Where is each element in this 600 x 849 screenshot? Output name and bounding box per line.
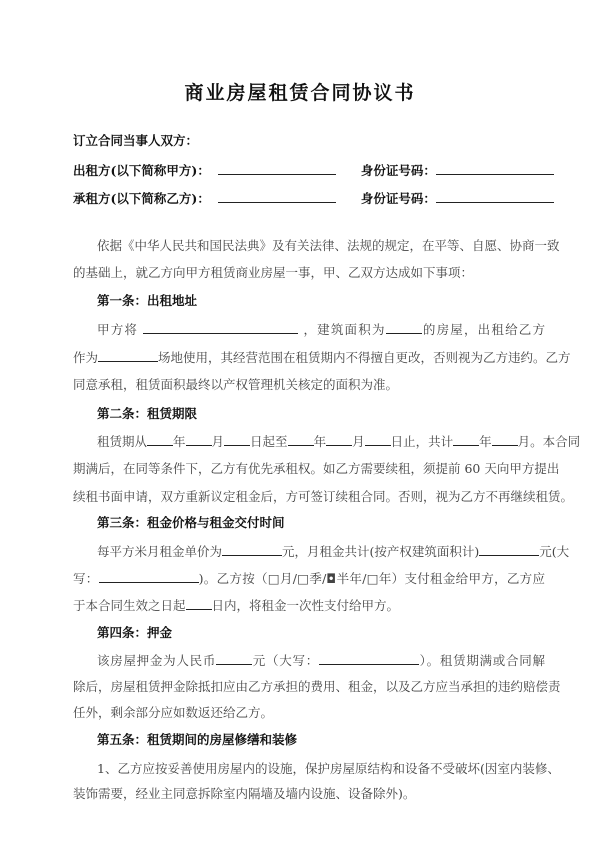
text-line <box>97 320 545 339</box>
text-segment: 租赁期从 <box>97 434 148 449</box>
text-segment: 的房屋，出租给乙方 <box>421 322 545 337</box>
fill-in-blank[interactable] <box>492 432 518 446</box>
fill-in-blank[interactable] <box>186 596 212 610</box>
text-segment: 日内，将租金一次性支付给甲方。 <box>211 598 400 613</box>
fill-in-blank[interactable] <box>288 432 314 446</box>
text-segment: 年 <box>313 434 327 449</box>
text-segment: 每平方米月租金单价为 <box>97 544 223 559</box>
text-line <box>73 569 545 588</box>
section-heading <box>97 292 569 310</box>
text-segment: 元（大写： <box>252 653 319 668</box>
fill-in-blank[interactable] <box>143 320 298 334</box>
text-segment: 甲方将 <box>97 322 144 337</box>
fill-in-blank[interactable] <box>386 320 422 334</box>
text-line <box>73 678 561 696</box>
text-segment: 承租方(以下简称乙方)： <box>73 191 210 206</box>
fill-in-blank[interactable] <box>224 432 250 446</box>
text-line <box>73 161 545 180</box>
fill-in-blank[interactable] <box>436 161 554 175</box>
text-segment: 日止，共计 <box>390 434 454 449</box>
fill-in-blank[interactable] <box>436 189 554 203</box>
text-line <box>73 596 545 615</box>
section-heading <box>97 731 569 749</box>
text-segment: 该房屋押金为人民币 <box>97 653 217 668</box>
text-line <box>73 189 545 208</box>
fill-in-blank[interactable] <box>99 569 199 583</box>
text-segment: 元，月租金共计(按产权建筑面积计) <box>282 544 480 559</box>
text-line <box>73 264 545 282</box>
text-segment: 月 <box>352 434 365 449</box>
text-segment: 月 <box>211 434 225 449</box>
section-heading <box>97 405 569 423</box>
text-line <box>73 348 571 367</box>
text-segment: 场地使用，其经营范围在租赁期内不得擅自更改，否则视为乙方违约。乙方 <box>158 350 571 365</box>
text-segment: 第四条：押金 <box>97 625 173 640</box>
text-segment: 任外，剩余部分应如数返还给乙方。 <box>73 705 274 720</box>
text-segment: 于本合同生效之日起 <box>73 598 186 613</box>
text-segment: 年 <box>173 434 186 449</box>
text-segment: 除后，房屋租赁押金除抵扣应由乙方承担的费用、租金，以及乙方应当承担的违约赔偿责 <box>73 679 561 694</box>
text-segment: 日起至 <box>250 434 288 449</box>
text-line <box>73 132 545 150</box>
text-segment: ）。租赁期满或合同解 <box>418 653 545 668</box>
text-segment: 年 <box>479 434 492 449</box>
text-segment: 月。本合同 <box>517 434 581 449</box>
fill-in-blank[interactable] <box>479 542 539 556</box>
fill-in-blank[interactable] <box>218 189 336 203</box>
text-line <box>73 704 545 722</box>
fill-in-blank[interactable] <box>147 432 173 446</box>
fill-in-blank[interactable] <box>186 432 212 446</box>
document-title: 商业房屋租赁合同协议书 <box>184 82 416 104</box>
text-segment: 依据《中华人民共和国民法典》及有关法律、法规的规定，在平等、自愿、协商一致 <box>97 238 560 253</box>
text-segment: 第五条：租赁期间的房屋修缮和装修 <box>97 732 298 747</box>
text-segment: )。乙方按（□月/□季/◘半年/□年）支付租金给甲方，乙方应 <box>198 571 545 586</box>
fill-in-blank[interactable] <box>222 542 282 556</box>
fill-in-blank[interactable] <box>365 432 391 446</box>
text-line <box>73 376 545 394</box>
text-segment: 装饰需要，经业主同意拆除室内隔墙及墙内设施、设备除外)。 <box>73 786 416 801</box>
text-line <box>97 237 560 255</box>
text-segment: 同意承租，租赁面积最终以产权管理机关核定的面积为准。 <box>73 377 399 392</box>
text-segment: 身份证号码： <box>335 191 436 206</box>
text-line <box>73 785 545 803</box>
text-line <box>97 542 570 561</box>
text-line <box>73 488 574 506</box>
text-line <box>97 760 560 778</box>
text-segment: 续租书面申请，双方重新议定租金后，方可签订续租合同。否则，视为乙方不再继续租赁。 <box>73 489 574 504</box>
text-segment: 期满后，在同等条件下，乙方有优先承租权。如乙方需要续租，须提前 60 天向甲方提出 <box>73 461 560 476</box>
fill-in-blank[interactable] <box>453 432 479 446</box>
fill-in-blank[interactable] <box>216 651 252 665</box>
text-line <box>73 460 560 478</box>
text-segment: 出租方(以下简称甲方)： <box>73 163 210 178</box>
text-segment: 元(大 <box>539 544 570 559</box>
text-segment: ，建筑面积为 <box>298 322 386 337</box>
fill-in-blank[interactable] <box>319 651 419 665</box>
text-segment: 的基础上，就乙方向甲方租赁商业房屋一事，甲、乙双方达成如下事项： <box>73 265 474 280</box>
text-line <box>97 432 581 451</box>
text-segment: 第一条：出租地址 <box>97 293 198 308</box>
text-segment: 第三条：租金价格与租金交付时间 <box>97 515 285 530</box>
text-segment: 写： <box>73 571 99 586</box>
text-segment: 1、乙方应按妥善使用房屋内的设施，保护房屋原结构和设备不受破坏(因室内装修、 <box>97 761 560 776</box>
fill-in-blank[interactable] <box>218 161 336 175</box>
section-heading <box>97 624 569 642</box>
text-line <box>97 651 545 670</box>
text-segment: 作为 <box>73 350 99 365</box>
section-heading <box>97 514 569 532</box>
text-segment: 订立合同当事人双方： <box>73 133 199 148</box>
fill-in-blank[interactable] <box>326 432 352 446</box>
text-segment: 第二条：租赁期限 <box>97 406 198 421</box>
fill-in-blank[interactable] <box>98 348 158 362</box>
text-segment: 身份证号码： <box>335 163 436 178</box>
